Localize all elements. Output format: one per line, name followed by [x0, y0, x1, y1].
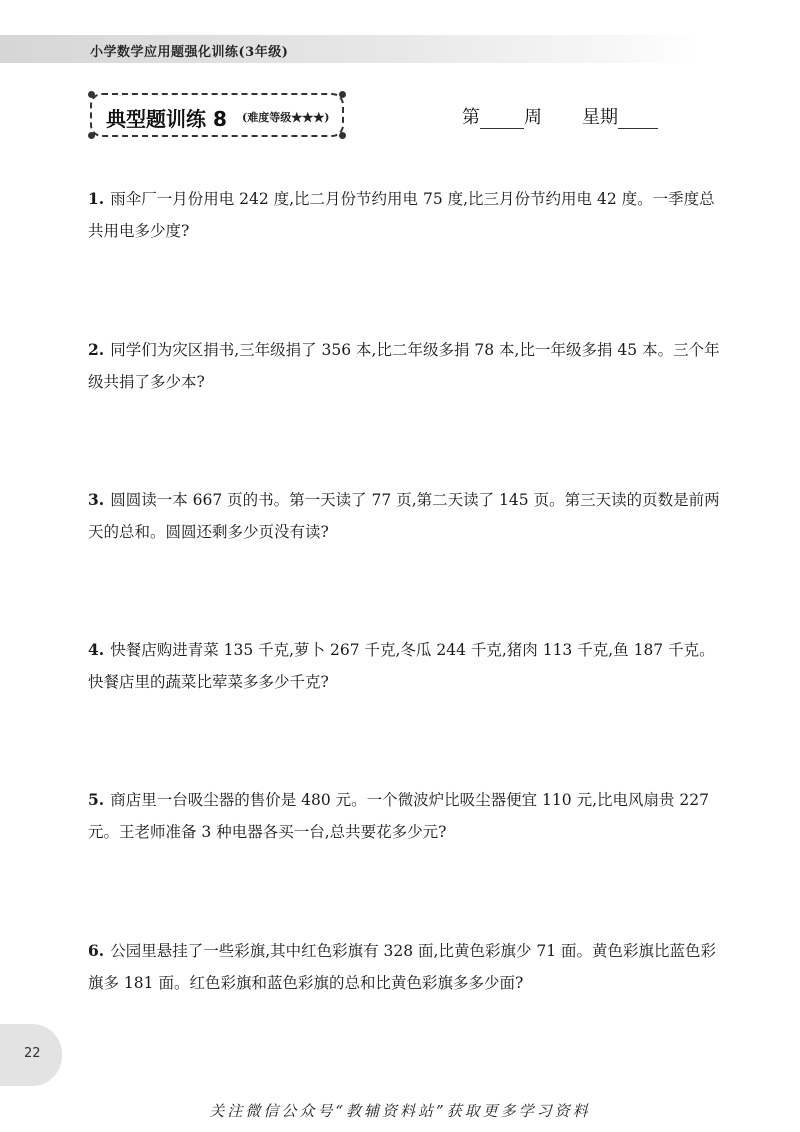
- corner-dot-icon: [339, 132, 346, 139]
- question-5: [88, 784, 728, 848]
- question-text: 圆圆读一本 667 页的书。第一天读了 77 页,第二天读了 145 页。第三天读的页数是前两天的总和。圆圆还剩多少页没有读?: [88, 491, 720, 541]
- corner-dot-icon: [88, 132, 95, 139]
- question-text: 商店里一台吸尘器的售价是 480 元。一个微波炉比吸尘器便宜 110 元,比电风扇贵 227 元。王老师准备 3 种电器各买一台,总共要花多少元?: [88, 791, 710, 841]
- question-text: 快餐店购进青菜 135 千克,萝卜 267 千克,冬瓜 244 千克,猪肉 113 千克,鱼 187 千克。快餐店里的蔬菜比荤菜多多少千克?: [88, 641, 715, 691]
- question-number: 2.: [88, 340, 105, 359]
- corner-dot-icon: [88, 91, 95, 98]
- question-text: 雨伞厂一月份用电 242 度,比二月份节约用电 75 度,比三月份节约用电 42 度。一季度总共用电多少度?: [88, 190, 715, 240]
- question-number: 1.: [88, 189, 105, 208]
- section-title-box: [90, 93, 344, 137]
- schedule-line: [462, 103, 658, 129]
- section-title: 典型题训练 8: [106, 107, 227, 131]
- week-prefix: 第: [462, 107, 480, 128]
- question-6: [88, 935, 728, 999]
- footer-note: 关注微信公众号“教辅资料站”获取更多学习资料: [209, 1102, 591, 1120]
- question-4: [88, 634, 728, 698]
- question-number: 5.: [88, 790, 105, 809]
- corner-dot-icon: [339, 91, 346, 98]
- question-2: [88, 334, 728, 398]
- question-1: [88, 183, 728, 247]
- question-3: [88, 484, 728, 548]
- week-blank[interactable]: [480, 108, 524, 129]
- question-text: 公园里悬挂了一些彩旗,其中红色彩旗有 328 面,比黄色彩旗少 71 面。黄色彩旗比蓝色彩旗多 181 面。红色彩旗和蓝色彩旗的总和比黄色彩旗多多少面?: [88, 942, 717, 992]
- book-title: 小学数学应用题强化训练(3年级): [90, 45, 289, 60]
- difficulty-label: (难度等级★★★): [242, 111, 330, 124]
- header-band: [0, 35, 800, 63]
- question-text: 同学们为灾区捐书,三年级捐了 356 本,比二年级多捐 78 本,比一年级多捐 45 本。三个年级共捐了多少本?: [88, 341, 720, 391]
- weekday-blank[interactable]: [618, 108, 658, 129]
- weekday-label: 星期: [582, 107, 618, 128]
- question-number: 3.: [88, 490, 105, 509]
- week-suffix: 周: [524, 107, 542, 128]
- question-number: 6.: [88, 941, 105, 960]
- question-number: 4.: [88, 640, 105, 659]
- page-number: 22: [24, 1046, 41, 1061]
